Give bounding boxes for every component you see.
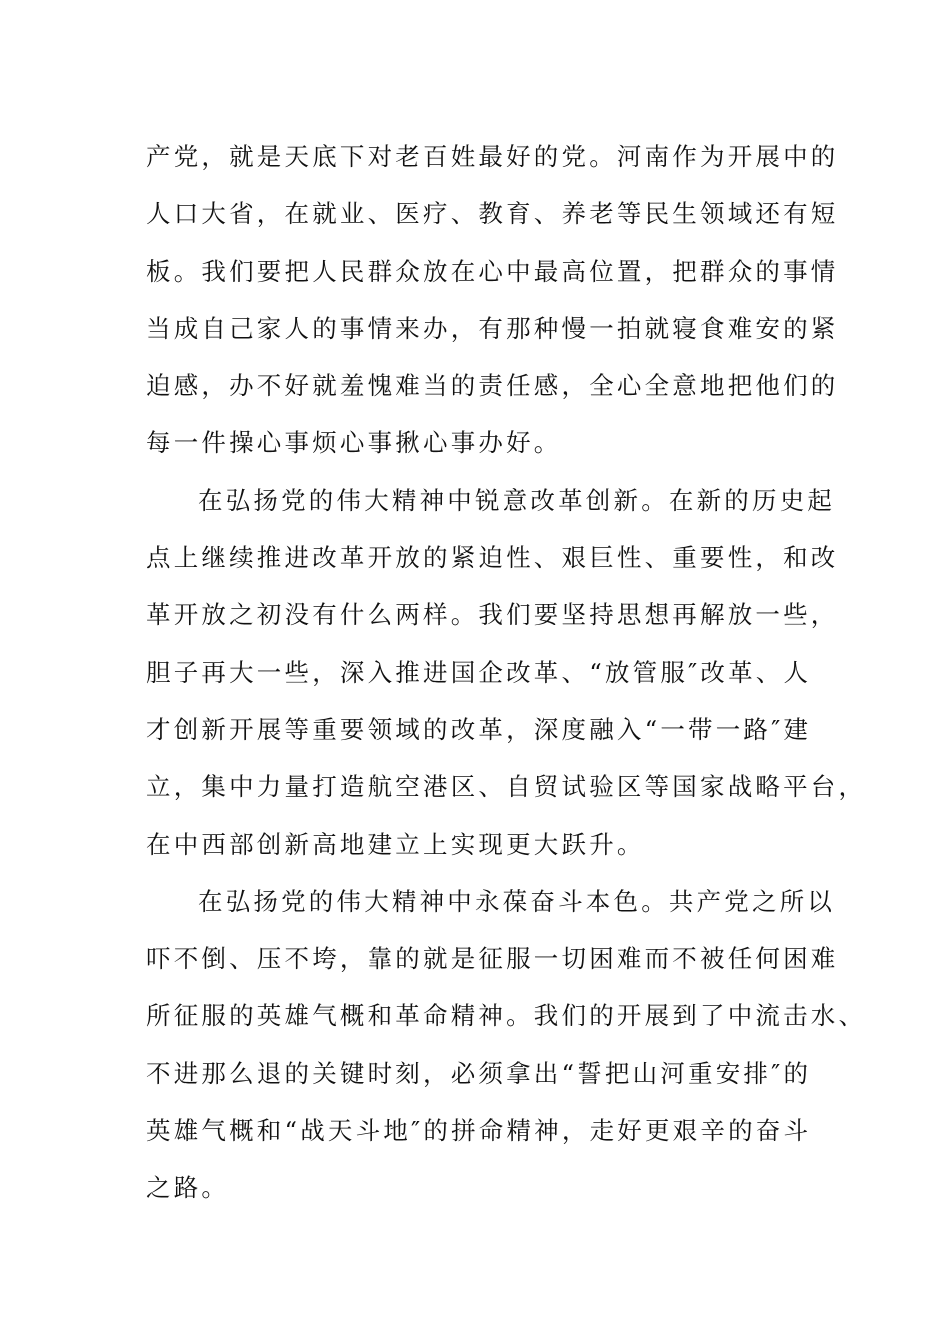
text-line: 英雄气概和“战天斗地″的拼命精神，走好更艰辛的奋斗 (146, 1116, 812, 1146)
text-line: 吓不倒、压不垮，靠的就是征服一切困难而不被任何困难 (146, 944, 839, 974)
text-line: 不进那么退的关键时刻，必须拿出“誓把山河重安排″的 (146, 1058, 812, 1088)
text-line: 革开放之初没有什么两样。我们要坚持思想再解放一些， (146, 600, 839, 630)
text-line: 人口大省，在就业、医疗、教育、养老等民生领域还有短 (146, 199, 839, 229)
text-line: 点上继续推进改革开放的紧迫性、艰巨性、重要性，和改 (146, 543, 839, 573)
text-line: 所征服的英雄气概和革命精神。我们的开展到了中流击水、 (146, 1001, 867, 1031)
paragraph-first-line: 在弘扬党的伟大精神中锐意改革创新。在新的历史起 (198, 485, 836, 515)
text-line: 迫感，办不好就羞愧难当的责任感，全心全意地把他们的 (146, 371, 839, 401)
text-line: 板。我们要把人民群众放在心中最高位置，把群众的事情 (146, 256, 839, 286)
text-line: 每一件操心事烦心事揪心事办好。 (146, 428, 562, 458)
text-line: 在中西部创新高地建立上实现更大跃升。 (146, 829, 645, 859)
text-line: 立，集中力量打造航空港区、自贸试验区等国家战略平台， (146, 772, 867, 802)
text-line: 才创新开展等重要领域的改革，深度融入“一带一路″建 (146, 714, 812, 744)
text-line: 当成自己家人的事情来办，有那种慢一拍就寝食难安的紧 (146, 313, 839, 343)
body-text (146, 128, 867, 1217)
paragraph-first-line: 在弘扬党的伟大精神中永葆奋斗本色。共产党之所以 (198, 886, 836, 916)
text-line: 之路。 (146, 1173, 230, 1203)
text-line: 产党，就是天底下对老百姓最好的党。河南作为开展中的 (146, 142, 839, 171)
text-line: 胆子再大一些，深入推进国企改革、“放管服″改革、人 (146, 657, 812, 687)
